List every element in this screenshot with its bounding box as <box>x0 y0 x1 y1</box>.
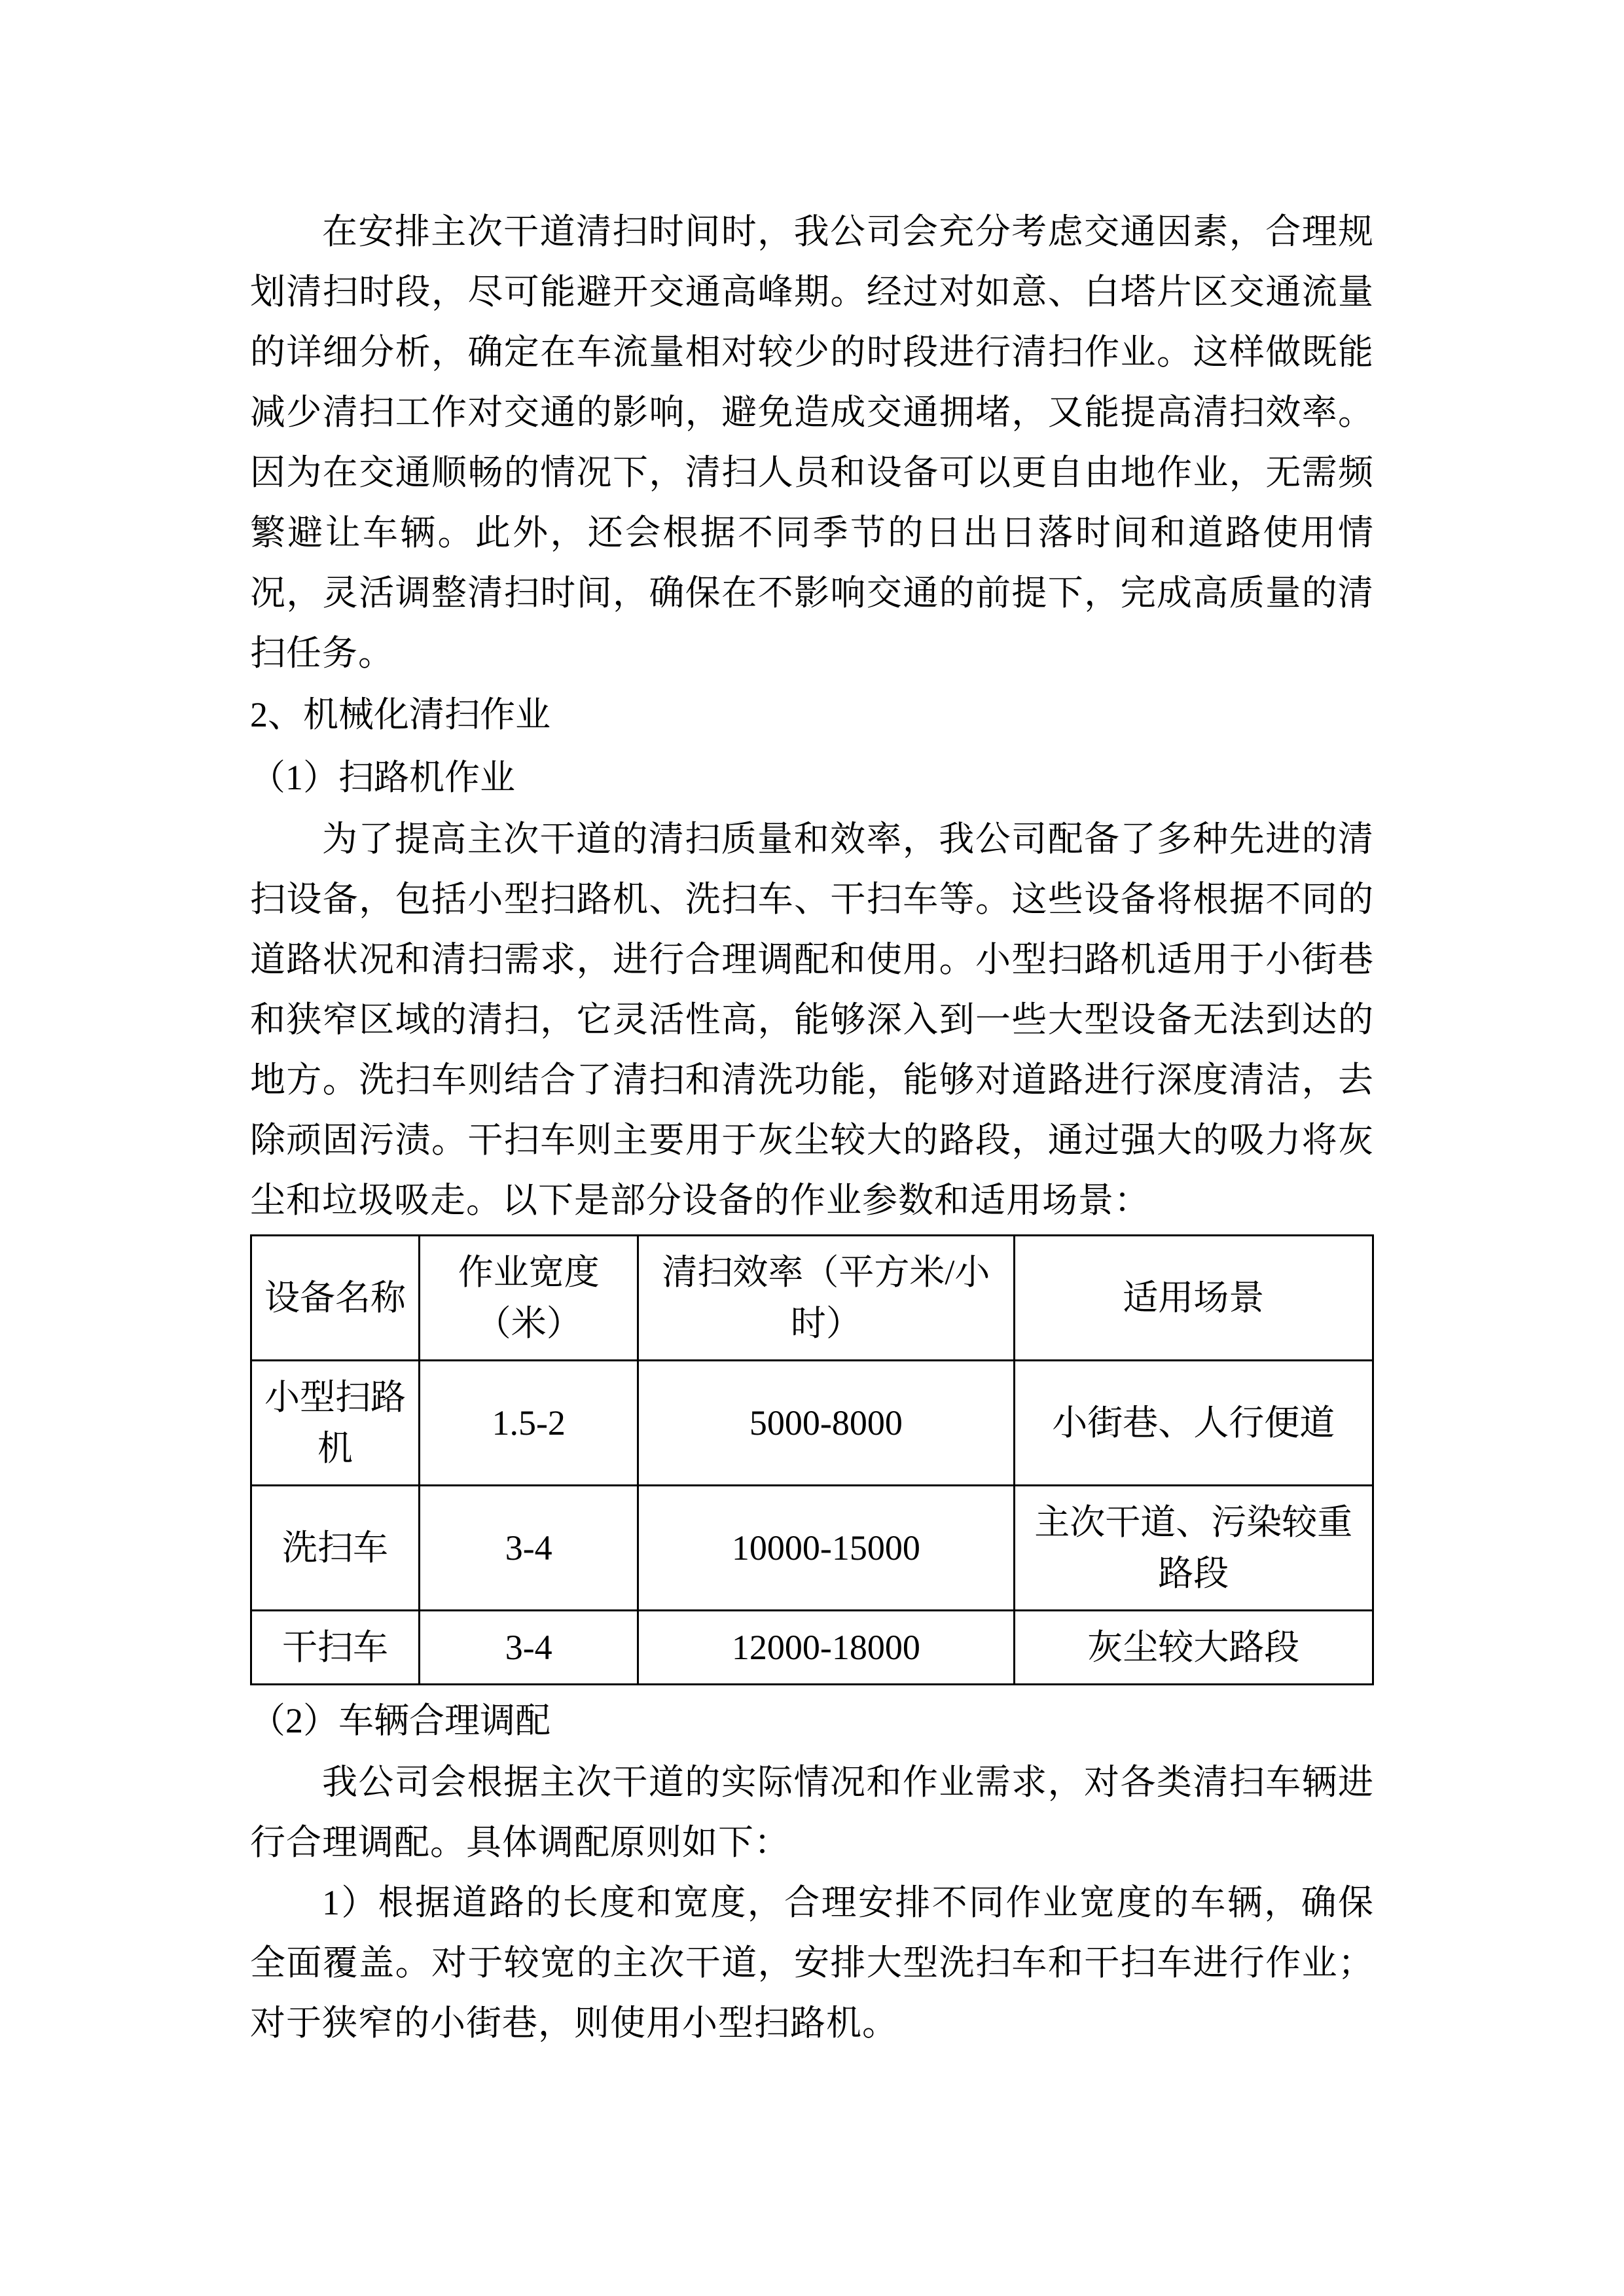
equipment-parameters-table <box>250 1234 1374 1685</box>
table-header-row <box>251 1236 1373 1361</box>
table-header-working-width: 作业宽度（米） <box>420 1236 638 1361</box>
table-header-applicable-scene: 适用场景 <box>1014 1236 1373 1361</box>
table-cell-applicable-scene: 小街巷、人行便道 <box>1014 1361 1373 1486</box>
table-cell-sweeping-efficiency: 5000-8000 <box>638 1361 1014 1486</box>
table-cell-applicable-scene: 灰尘较大路段 <box>1014 1611 1373 1685</box>
table-cell-device-name: 干扫车 <box>251 1611 420 1685</box>
table-cell-sweeping-efficiency: 10000-15000 <box>638 1486 1014 1611</box>
paragraph-dispatch-principle-1: 1）根据道路的长度和宽度，合理安排不同作业宽度的车辆，确保全面覆盖。对于较宽的主次干道，安排大型洗扫车和干扫车进行作业；对于狭窄的小街巷，则使用小型扫路机。 <box>250 1883 1374 2043</box>
table-cell-working-width: 3-4 <box>420 1486 638 1611</box>
table-header-device-name: 设备名称 <box>251 1236 420 1361</box>
table-cell-sweeping-efficiency: 12000-18000 <box>638 1611 1014 1685</box>
table-cell-working-width: 3-4 <box>420 1611 638 1685</box>
table-cell-device-name: 小型扫路机 <box>251 1361 420 1486</box>
paragraph-equipment-description: 为了提高主次干道的清扫质量和效率，我公司配备了多种先进的清扫设备，包括小型扫路机、洗扫车、干扫车等。这些设备将根据不同的道路状况和清扫需求，进行合理调配和使用。小型扫路机适用于小街巷和狭窄区域的清扫，它灵活性高，能够深入到一些大型设备无法到达的地方。洗扫车则结合了清扫和清洗功能，能够对道路进行深度清洁，去除顽固污渍。干扫车则主要用于灰尘较大的路段，通过强大的吸力将灰尘和垃圾吸走。以下是部分设备的作业参数和适用场景： <box>250 819 1374 1220</box>
table-cell-device-name: 洗扫车 <box>251 1486 420 1611</box>
table-cell-working-width: 1.5-2 <box>420 1361 638 1486</box>
heading-mechanized-sweeping: 2、机械化清扫作业 <box>250 695 550 734</box>
subheading-vehicle-dispatch: （2）车辆合理调配 <box>250 1701 550 1740</box>
subheading-sweeper-operation: （1）扫路机作业 <box>250 758 515 797</box>
paragraph-dispatch-intro: 我公司会根据主次干道的实际情况和作业需求，对各类清扫车辆进行合理调配。具体调配原则如下： <box>250 1763 1374 1862</box>
table-header-sweeping-efficiency: 清扫效率（平方米/小时） <box>638 1236 1014 1361</box>
table-row <box>251 1611 1373 1685</box>
paragraph-cleaning-schedule: 在安排主次干道清扫时间时，我公司会充分考虑交通因素，合理规划清扫时段，尽可能避开交通高峰期。经过对如意、白塔片区交通流量的详细分析，确定在车流量相对较少的时段进行清扫作业。这样做既能减少清扫工作对交通的影响，避免造成交通拥堵，又能提高清扫效率。因为在交通顺畅的情况下，清扫人员和设备可以更自由地作业，无需频繁避让车辆。此外，还会根据不同季节的日出日落时间和道路使用情况，灵活调整清扫时间，确保在不影响交通的前提下，完成高质量的清扫任务。 <box>250 212 1374 673</box>
table-row <box>251 1486 1373 1611</box>
table-cell-applicable-scene: 主次干道、污染较重路段 <box>1014 1486 1373 1611</box>
table-row <box>251 1361 1373 1486</box>
